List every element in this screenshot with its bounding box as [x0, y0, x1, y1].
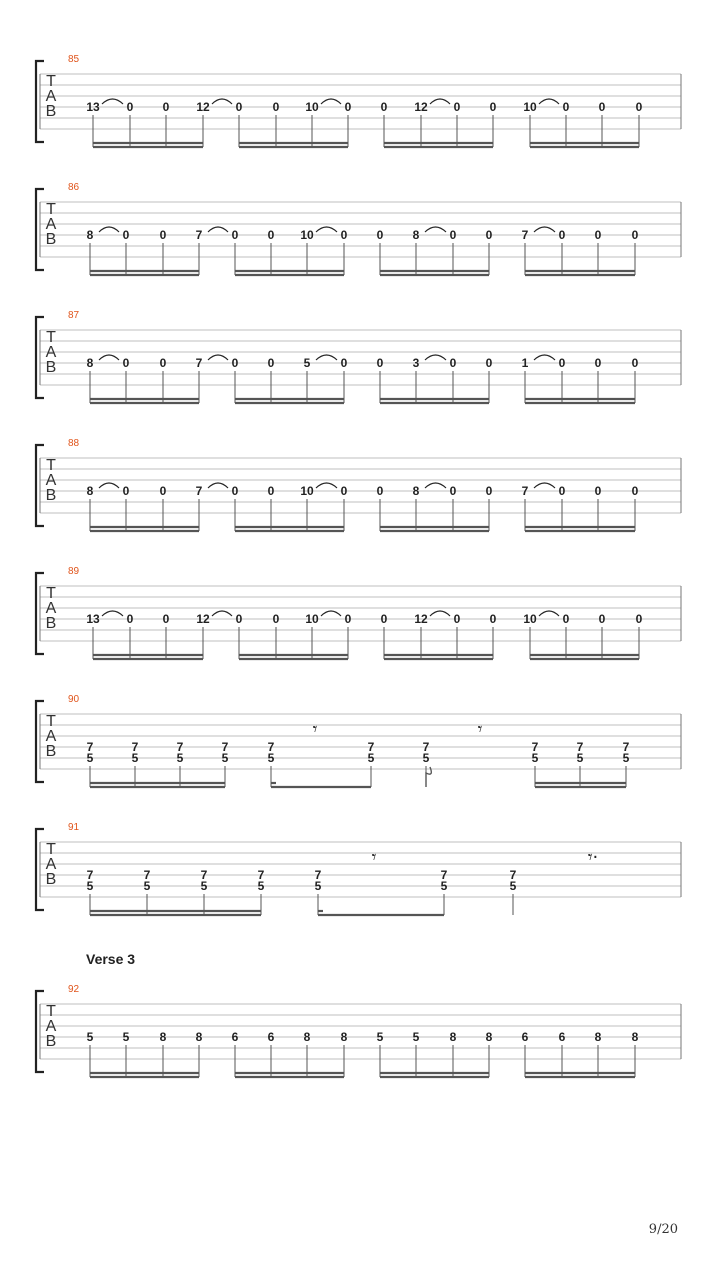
tab-clef-letter: A [45, 344, 57, 361]
fret-number: 7 [367, 740, 375, 754]
fret-number: 0 [126, 100, 134, 114]
fret-number: 0 [122, 228, 130, 242]
fret-number: 5 [622, 751, 630, 765]
fret-number: 0 [122, 356, 130, 370]
fret-number: 0 [340, 228, 348, 242]
fret-number: 0 [235, 612, 243, 626]
fret-number: 7 [195, 484, 203, 498]
tab-clef-letter: B [45, 1033, 57, 1050]
fret-number: 12 [414, 100, 428, 114]
tab-clef-letter: A [45, 1018, 57, 1035]
measure-number: 92 [68, 984, 80, 995]
fret-number: 6 [231, 1030, 239, 1044]
tie-arc [99, 355, 119, 360]
measure-number: 85 [68, 54, 80, 65]
fret-number: 5 [440, 879, 448, 893]
fret-number: 0 [453, 612, 461, 626]
tie-arc [425, 227, 446, 232]
tab-clef-letter: T [46, 73, 56, 90]
fret-number: 0 [159, 356, 167, 370]
fret-number: 0 [453, 100, 461, 114]
fret-number: 5 [576, 751, 584, 765]
fret-number: 0 [631, 228, 639, 242]
tab-clef-letter: B [45, 743, 57, 760]
fret-number: 7 [576, 740, 584, 754]
tie-arc [534, 227, 555, 232]
fret-number: 5 [367, 751, 375, 765]
fret-number: 6 [267, 1030, 275, 1044]
fret-number: 7 [521, 484, 529, 498]
fret-number: 7 [440, 868, 448, 882]
fret-number: 8 [195, 1030, 203, 1044]
fret-number: 0 [449, 484, 457, 498]
tie-arc [102, 611, 123, 616]
fret-number: 0 [376, 228, 384, 242]
tie-arc [208, 227, 228, 232]
fret-number: 8 [159, 1030, 167, 1044]
fret-number: 8 [86, 484, 94, 498]
fret-number: 5 [86, 1030, 94, 1044]
fret-number: 0 [380, 612, 388, 626]
fret-number: 8 [86, 356, 94, 370]
fret-number: 0 [267, 228, 275, 242]
fret-number: 7 [195, 228, 203, 242]
tab-clef-letter: T [46, 585, 56, 602]
fret-number: 0 [631, 356, 639, 370]
fret-number: 7 [314, 868, 322, 882]
fret-number: 7 [422, 740, 430, 754]
fret-number: 10 [305, 612, 319, 626]
fret-number: 7 [531, 740, 539, 754]
fret-number: 5 [131, 751, 139, 765]
fret-number: 6 [521, 1030, 529, 1044]
fret-number: 0 [449, 356, 457, 370]
fret-number: 7 [509, 868, 517, 882]
fret-number: 0 [231, 356, 239, 370]
fret-number: 0 [594, 228, 602, 242]
section-label: Verse 3 [86, 951, 136, 967]
fret-number: 0 [594, 484, 602, 498]
fret-number: 0 [449, 228, 457, 242]
measure-number: 89 [68, 566, 80, 577]
fret-number: 0 [231, 228, 239, 242]
fret-number: 0 [594, 356, 602, 370]
tab-clef-letter: T [46, 713, 56, 730]
rest-symbol: 𝄾 [371, 847, 377, 868]
fret-number: 8 [340, 1030, 348, 1044]
fret-number: 0 [122, 484, 130, 498]
fret-number: 5 [86, 751, 94, 765]
fret-number: 6 [558, 1030, 566, 1044]
fret-number: 5 [531, 751, 539, 765]
fret-number: 8 [412, 228, 420, 242]
fret-number: 5 [303, 356, 311, 370]
fret-number: 0 [558, 484, 566, 498]
measure-number: 86 [68, 182, 80, 193]
rest-symbol: 𝄾· [587, 847, 599, 868]
fret-number: 10 [305, 100, 319, 114]
tie-arc [316, 483, 337, 488]
fret-number: 7 [521, 228, 529, 242]
fret-number: 0 [235, 100, 243, 114]
measure-number: 90 [68, 694, 80, 705]
fret-number: 12 [196, 100, 210, 114]
fret-number: 7 [195, 356, 203, 370]
fret-number: 8 [303, 1030, 311, 1044]
fret-number: 13 [86, 612, 100, 626]
fret-number: 0 [376, 484, 384, 498]
fret-number: 0 [126, 612, 134, 626]
tie-arc [539, 99, 559, 104]
fret-number: 0 [159, 484, 167, 498]
tab-clef-letter: T [46, 201, 56, 218]
fret-number: 10 [523, 100, 537, 114]
fret-number: 5 [267, 751, 275, 765]
fret-number: 0 [485, 356, 493, 370]
fret-number: 0 [344, 100, 352, 114]
fret-number: 0 [485, 228, 493, 242]
tab-clef-letter: T [46, 1003, 56, 1020]
fret-number: 8 [412, 484, 420, 498]
fret-number: 5 [412, 1030, 420, 1044]
fret-number: 10 [300, 228, 314, 242]
fret-number: 0 [558, 356, 566, 370]
fret-number: 10 [300, 484, 314, 498]
fret-number: 5 [422, 751, 430, 765]
fret-number: 12 [414, 612, 428, 626]
fret-number: 13 [86, 100, 100, 114]
fret-number: 0 [631, 484, 639, 498]
fret-number: 7 [176, 740, 184, 754]
fret-number: 0 [562, 612, 570, 626]
note-flag [426, 767, 431, 787]
tie-arc [430, 611, 450, 616]
fret-number: 0 [267, 356, 275, 370]
fret-number: 5 [314, 879, 322, 893]
tie-arc [102, 99, 123, 104]
tab-clef-letter: B [45, 871, 57, 888]
fret-number: 7 [131, 740, 139, 754]
tie-arc [425, 483, 446, 488]
tab-clef-letter: A [45, 728, 57, 745]
tab-clef-letter: A [45, 472, 57, 489]
tab-clef-letter: A [45, 216, 57, 233]
fret-number: 0 [380, 100, 388, 114]
tie-arc [316, 227, 337, 232]
fret-number: 5 [122, 1030, 130, 1044]
tie-arc [534, 483, 555, 488]
tab-clef-letter: A [45, 600, 57, 617]
fret-number: 0 [159, 228, 167, 242]
tab-clef-letter: A [45, 88, 57, 105]
fret-number: 0 [376, 356, 384, 370]
tab-clef-letter: B [45, 359, 57, 376]
fret-number: 0 [562, 100, 570, 114]
fret-number: 5 [376, 1030, 384, 1044]
fret-number: 8 [631, 1030, 639, 1044]
tie-arc [208, 483, 228, 488]
tie-arc [321, 611, 341, 616]
fret-number: 0 [162, 100, 170, 114]
tie-arc [212, 611, 232, 616]
fret-number: 8 [485, 1030, 493, 1044]
fret-number: 0 [344, 612, 352, 626]
fret-number: 0 [231, 484, 239, 498]
tie-arc [99, 227, 119, 232]
fret-number: 5 [257, 879, 265, 893]
fret-number: 0 [340, 484, 348, 498]
fret-number: 8 [449, 1030, 457, 1044]
fret-number: 7 [86, 740, 94, 754]
fret-number: 8 [86, 228, 94, 242]
tie-arc [539, 611, 559, 616]
fret-number: 5 [86, 879, 94, 893]
measure-number: 87 [68, 310, 80, 321]
fret-number: 5 [200, 879, 208, 893]
fret-number: 7 [622, 740, 630, 754]
fret-number: 0 [489, 612, 497, 626]
tie-arc [208, 355, 228, 360]
tab-clef-letter: B [45, 615, 57, 632]
fret-number: 1 [521, 356, 529, 370]
fret-number: 0 [635, 100, 643, 114]
tab-clef-letter: B [45, 231, 57, 248]
fret-number: 0 [635, 612, 643, 626]
fret-number: 5 [176, 751, 184, 765]
fret-number: 5 [221, 751, 229, 765]
fret-number: 7 [200, 868, 208, 882]
fret-number: 0 [558, 228, 566, 242]
page-number: 9/20 [648, 1222, 678, 1237]
tie-arc [425, 355, 446, 360]
fret-number: 7 [143, 868, 151, 882]
fret-number: 8 [594, 1030, 602, 1044]
fret-number: 0 [267, 484, 275, 498]
fret-number: 0 [598, 100, 606, 114]
tab-clef-letter: B [45, 487, 57, 504]
fret-number: 7 [257, 868, 265, 882]
fret-number: 0 [489, 100, 497, 114]
tab-clef-letter: B [45, 103, 57, 120]
fret-number: 0 [340, 356, 348, 370]
tie-arc [430, 99, 450, 104]
fret-number: 0 [272, 100, 280, 114]
tab-clef-letter: T [46, 841, 56, 858]
fret-number: 0 [162, 612, 170, 626]
rest-symbol: 𝄾 [312, 719, 318, 740]
fret-number: 7 [267, 740, 275, 754]
fret-number: 12 [196, 612, 210, 626]
fret-number: 3 [412, 356, 420, 370]
fret-number: 10 [523, 612, 537, 626]
fret-number: 0 [485, 484, 493, 498]
measure-number: 91 [68, 822, 80, 833]
fret-number: 0 [272, 612, 280, 626]
rest-symbol: 𝄾 [477, 719, 483, 740]
tab-clef-letter: T [46, 457, 56, 474]
tie-arc [321, 99, 341, 104]
measure-number: 88 [68, 438, 80, 449]
fret-number: 7 [221, 740, 229, 754]
fret-number: 5 [509, 879, 517, 893]
tie-arc [316, 355, 337, 360]
tie-arc [99, 483, 119, 488]
tie-arc [212, 99, 232, 104]
fret-number: 7 [86, 868, 94, 882]
tab-clef-letter: A [45, 856, 57, 873]
fret-number: 0 [598, 612, 606, 626]
tie-arc [534, 355, 555, 360]
tab-clef-letter: T [46, 329, 56, 346]
fret-number: 5 [143, 879, 151, 893]
